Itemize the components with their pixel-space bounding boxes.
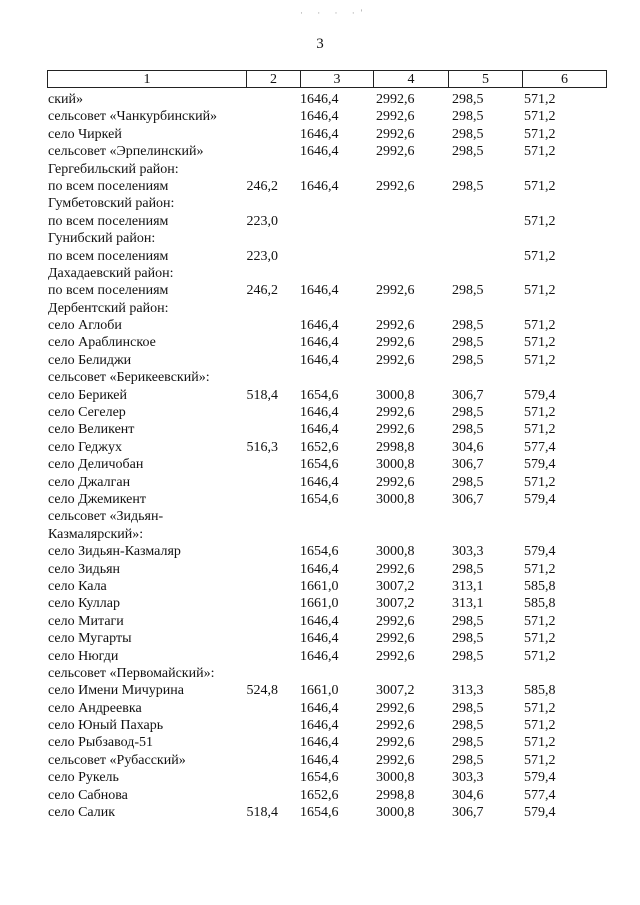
- cell-col-6: 571,2: [524, 283, 556, 299]
- cell-col-1: сельсовет «Рубасский»: [48, 752, 186, 768]
- cell-col-1: село Деличобан: [48, 457, 144, 473]
- cell-col-6: 579,4: [524, 457, 556, 473]
- table-row: [0, 369, 640, 386]
- cell-col-1: Казмалярский»:: [48, 526, 144, 542]
- cell-col-4: 2992,6: [376, 561, 415, 577]
- cell-col-2: 518,4: [246, 805, 278, 821]
- cell-col-3: 1646,4: [300, 648, 339, 664]
- cell-col-6: 579,4: [524, 805, 556, 821]
- cell-col-3: 1661,0: [300, 596, 339, 612]
- cell-col-1: сельсовет «Зидьян-: [48, 509, 164, 525]
- cell-col-1: по всем поселениям: [48, 178, 169, 194]
- cell-col-3: 1661,0: [300, 683, 339, 699]
- cell-col-1: по всем поселениям: [48, 283, 169, 299]
- cell-col-1: село Аглоби: [48, 318, 122, 334]
- header-col-6: 6: [522, 70, 607, 88]
- table-row: [0, 543, 640, 560]
- cell-col-4: 3000,8: [376, 770, 415, 786]
- table-row: [0, 787, 640, 804]
- cell-col-4: 2992,6: [376, 144, 415, 160]
- table-row: [0, 456, 640, 473]
- cell-col-1: Дербентский район:: [48, 300, 169, 316]
- cell-col-5: 303,3: [452, 770, 484, 786]
- cell-col-5: 298,5: [452, 752, 484, 768]
- cell-col-1: село Кала: [48, 578, 107, 594]
- cell-col-1: село Великент: [48, 422, 135, 438]
- cell-col-3: 1646,4: [300, 735, 339, 751]
- table-row: [0, 682, 640, 699]
- cell-col-4: 2992,6: [376, 178, 415, 194]
- cell-col-1: сельсовет «Эрпелинский»: [48, 144, 204, 160]
- cell-col-1: Гумбетовский район:: [48, 196, 175, 212]
- table-row: [0, 769, 640, 786]
- table-row: [0, 421, 640, 438]
- cell-col-1: село Зидьян: [48, 561, 121, 577]
- cell-col-1: село Салик: [48, 805, 116, 821]
- cell-col-1: по всем поселениям: [48, 248, 169, 264]
- cell-col-3: 1646,4: [300, 144, 339, 160]
- cell-col-3: 1646,4: [300, 561, 339, 577]
- cell-col-6: 571,2: [524, 718, 556, 734]
- table-row: [0, 213, 640, 230]
- header-col-2: 2: [246, 70, 300, 88]
- cell-col-2: 524,8: [246, 683, 278, 699]
- cell-col-3: 1646,4: [300, 631, 339, 647]
- table-row: [0, 91, 640, 108]
- cell-col-4: 2992,6: [376, 648, 415, 664]
- table-row: [0, 404, 640, 421]
- table-row: [0, 700, 640, 717]
- table-row: [0, 804, 640, 821]
- table-row: [0, 752, 640, 769]
- cell-col-3: 1661,0: [300, 578, 339, 594]
- cell-col-5: 298,5: [452, 613, 484, 629]
- cell-col-3: 1646,4: [300, 405, 339, 421]
- table-row: [0, 317, 640, 334]
- cell-col-1: село Сабнова: [48, 787, 128, 803]
- cell-col-4: 3007,2: [376, 683, 415, 699]
- cell-col-3: 1646,4: [300, 422, 339, 438]
- cell-col-5: 298,5: [452, 631, 484, 647]
- cell-col-4: 2992,6: [376, 126, 415, 142]
- cell-col-5: 298,5: [452, 178, 484, 194]
- cell-col-6: 571,2: [524, 335, 556, 351]
- header-col-4: 4: [373, 70, 448, 88]
- cell-col-3: 1646,4: [300, 474, 339, 490]
- cell-col-4: 3000,8: [376, 544, 415, 560]
- cell-col-3: 1646,4: [300, 352, 339, 368]
- cell-col-4: 2992,6: [376, 474, 415, 490]
- cell-col-1: село Юный Пахарь: [48, 718, 164, 734]
- page-number: 3: [316, 36, 324, 52]
- cell-col-5: 313,3: [452, 683, 484, 699]
- cell-col-5: 298,5: [452, 405, 484, 421]
- header-col-5: 5: [448, 70, 522, 88]
- cell-col-5: 298,5: [452, 335, 484, 351]
- cell-col-1: село Нюгди: [48, 648, 119, 664]
- cell-col-1: по всем поселениям: [48, 213, 169, 229]
- cell-col-1: ский»: [48, 92, 83, 107]
- cell-col-6: 571,2: [524, 613, 556, 629]
- cell-col-3: 1654,6: [300, 387, 339, 403]
- cell-col-4: 2998,8: [376, 787, 415, 803]
- cell-col-1: село Джемикент: [48, 491, 146, 507]
- cell-col-4: 2992,6: [376, 109, 415, 125]
- cell-col-3: 1654,6: [300, 770, 339, 786]
- cell-col-5: 298,5: [452, 352, 484, 368]
- cell-col-5: 298,5: [452, 735, 484, 751]
- cell-col-2: 518,4: [246, 387, 278, 403]
- cell-col-5: 298,5: [452, 126, 484, 142]
- cell-col-5: 306,7: [452, 491, 484, 507]
- header-col-3: 3: [300, 70, 373, 88]
- cell-col-5: 298,5: [452, 422, 484, 438]
- cell-col-1: Дахадаевский район:: [48, 265, 174, 281]
- cell-col-4: 2992,6: [376, 613, 415, 629]
- cell-col-6: 579,4: [524, 491, 556, 507]
- cell-col-4: 3007,2: [376, 578, 415, 594]
- cell-col-3: 1646,4: [300, 283, 339, 299]
- cell-col-4: 3000,8: [376, 457, 415, 473]
- cell-col-2: 246,2: [246, 283, 278, 299]
- cell-col-6: 571,2: [524, 248, 556, 264]
- table-row: [0, 665, 640, 682]
- cell-col-3: 1646,4: [300, 752, 339, 768]
- cell-col-1: сельсовет «Берикеевский»:: [48, 370, 210, 386]
- cell-col-4: 2992,6: [376, 405, 415, 421]
- cell-col-6: 571,2: [524, 648, 556, 664]
- cell-col-3: 1646,4: [300, 335, 339, 351]
- cell-col-4: 2992,6: [376, 752, 415, 768]
- table-row: [0, 161, 640, 178]
- cell-col-5: 313,1: [452, 596, 484, 612]
- cell-col-4: 2992,6: [376, 718, 415, 734]
- cell-col-3: 1646,4: [300, 92, 339, 107]
- table-row: [0, 352, 640, 369]
- table-row: [0, 578, 640, 595]
- cell-col-4: 3007,2: [376, 596, 415, 612]
- cell-col-5: 298,5: [452, 318, 484, 334]
- cell-col-4: 2992,6: [376, 631, 415, 647]
- cell-col-5: 306,7: [452, 457, 484, 473]
- cell-col-4: 3000,8: [376, 491, 415, 507]
- cell-col-1: село Имени Мичурина: [48, 683, 184, 699]
- table-row: [0, 178, 640, 195]
- header-col-1: 1: [47, 70, 246, 88]
- cell-col-6: 571,2: [524, 213, 556, 229]
- cell-col-1: село Рыбзавод-51: [48, 735, 154, 751]
- cell-col-6: 571,2: [524, 735, 556, 751]
- cell-col-5: 298,5: [452, 718, 484, 734]
- table-row: [0, 334, 640, 351]
- cell-col-4: 2998,8: [376, 439, 415, 455]
- cell-col-6: 585,8: [524, 683, 556, 699]
- cell-col-1: Гергебильский район:: [48, 161, 179, 177]
- cell-col-3: 1654,6: [300, 544, 339, 560]
- cell-col-5: 304,6: [452, 787, 484, 803]
- cell-col-1: сельсовет «Чанкурбинский»: [48, 109, 218, 125]
- cell-col-6: 571,2: [524, 405, 556, 421]
- cell-col-4: 2992,6: [376, 318, 415, 334]
- cell-col-6: 571,2: [524, 752, 556, 768]
- cell-col-1: село Берикей: [48, 387, 127, 403]
- cell-col-3: 1652,6: [300, 787, 339, 803]
- cell-col-6: 571,2: [524, 561, 556, 577]
- cell-col-4: 2992,6: [376, 92, 415, 107]
- cell-col-2: 246,2: [246, 178, 278, 194]
- table-row: [0, 734, 640, 751]
- cell-col-5: 303,3: [452, 544, 484, 560]
- cell-col-1: село Сегелер: [48, 405, 126, 421]
- cell-col-6: 579,4: [524, 544, 556, 560]
- table-row: [0, 595, 640, 612]
- cell-col-6: 579,4: [524, 770, 556, 786]
- cell-col-6: 571,2: [524, 422, 556, 438]
- cell-col-6: 571,2: [524, 631, 556, 647]
- cell-col-6: 571,2: [524, 178, 556, 194]
- cell-col-3: 1654,6: [300, 805, 339, 821]
- table-row: [0, 387, 640, 404]
- table-row: [0, 648, 640, 665]
- table-row: [0, 717, 640, 734]
- cell-col-6: 585,8: [524, 596, 556, 612]
- cell-col-1: село Чиркей: [48, 126, 122, 142]
- table-row: [0, 630, 640, 647]
- cell-col-1: село Зидьян-Казмаляр: [48, 544, 181, 560]
- cell-col-6: 571,2: [524, 144, 556, 160]
- cell-col-4: 3000,8: [376, 387, 415, 403]
- cell-col-5: 298,5: [452, 109, 484, 125]
- table-row: [0, 439, 640, 456]
- cell-col-1: село Андреевка: [48, 700, 142, 716]
- scan-artifact: · · · ·': [300, 8, 369, 18]
- cell-col-4: 2992,6: [376, 422, 415, 438]
- cell-col-6: 571,2: [524, 352, 556, 368]
- cell-col-2: 516,3: [246, 439, 278, 455]
- table-row: [0, 143, 640, 160]
- cell-col-5: 306,7: [452, 387, 484, 403]
- cell-col-4: 2992,6: [376, 335, 415, 351]
- cell-col-6: 571,2: [524, 126, 556, 142]
- cell-col-3: 1646,4: [300, 126, 339, 142]
- cell-col-5: 298,5: [452, 561, 484, 577]
- cell-col-4: 2992,6: [376, 700, 415, 716]
- cell-col-6: 571,2: [524, 474, 556, 490]
- cell-col-6: 571,2: [524, 109, 556, 125]
- cell-col-3: 1652,6: [300, 439, 339, 455]
- cell-col-1: Гунибский район:: [48, 231, 156, 247]
- table-row: [0, 508, 640, 525]
- cell-col-3: 1646,4: [300, 178, 339, 194]
- cell-col-5: 298,5: [452, 92, 484, 107]
- table-row: [0, 265, 640, 282]
- cell-col-5: 298,5: [452, 144, 484, 160]
- cell-col-6: 571,2: [524, 318, 556, 334]
- cell-col-4: 2992,6: [376, 283, 415, 299]
- cell-col-3: 1646,4: [300, 318, 339, 334]
- cell-col-3: 1654,6: [300, 491, 339, 507]
- cell-col-6: 585,8: [524, 578, 556, 594]
- table-row: [0, 491, 640, 508]
- cell-col-1: село Белиджи: [48, 352, 132, 368]
- cell-col-1: село Араблинское: [48, 335, 156, 351]
- cell-col-1: сельсовет «Первомайский»:: [48, 665, 215, 681]
- cell-col-5: 298,5: [452, 283, 484, 299]
- cell-col-1: село Геджух: [48, 439, 122, 455]
- cell-col-1: село Куллар: [48, 596, 120, 612]
- cell-col-4: 2992,6: [376, 735, 415, 751]
- cell-col-1: село Мугарты: [48, 631, 132, 647]
- cell-col-4: 3000,8: [376, 805, 415, 821]
- cell-col-3: 1646,4: [300, 718, 339, 734]
- table-row: [0, 561, 640, 578]
- cell-col-3: 1646,4: [300, 109, 339, 125]
- cell-col-2: 223,0: [246, 248, 278, 264]
- cell-col-5: 298,5: [452, 474, 484, 490]
- table-row: [0, 230, 640, 247]
- table-row: [0, 474, 640, 491]
- cell-col-1: село Рукель: [48, 770, 119, 786]
- table-header: [47, 70, 607, 90]
- cell-col-1: село Джалган: [48, 474, 131, 490]
- cell-col-1: село Митаги: [48, 613, 124, 629]
- cell-col-5: 313,1: [452, 578, 484, 594]
- cell-col-6: 579,4: [524, 387, 556, 403]
- cell-col-6: 571,2: [524, 700, 556, 716]
- cell-col-5: 298,5: [452, 700, 484, 716]
- table-row: [0, 195, 640, 212]
- table-row: [0, 108, 640, 125]
- cell-col-6: 571,2: [524, 92, 556, 107]
- cell-col-3: 1646,4: [300, 700, 339, 716]
- cell-col-5: 304,6: [452, 439, 484, 455]
- table-row: [0, 613, 640, 630]
- table-row: [0, 526, 640, 543]
- cell-col-6: 577,4: [524, 787, 556, 803]
- cell-col-5: 298,5: [452, 648, 484, 664]
- table-row: [0, 300, 640, 317]
- table-row: [0, 282, 640, 299]
- cell-col-5: 306,7: [452, 805, 484, 821]
- cell-col-3: 1646,4: [300, 613, 339, 629]
- cell-col-2: 223,0: [246, 213, 278, 229]
- table-row: [0, 248, 640, 265]
- cell-col-4: 2992,6: [376, 352, 415, 368]
- table-row: [0, 126, 640, 143]
- cell-col-3: 1654,6: [300, 457, 339, 473]
- table-body: [0, 91, 640, 821]
- cell-col-6: 577,4: [524, 439, 556, 455]
